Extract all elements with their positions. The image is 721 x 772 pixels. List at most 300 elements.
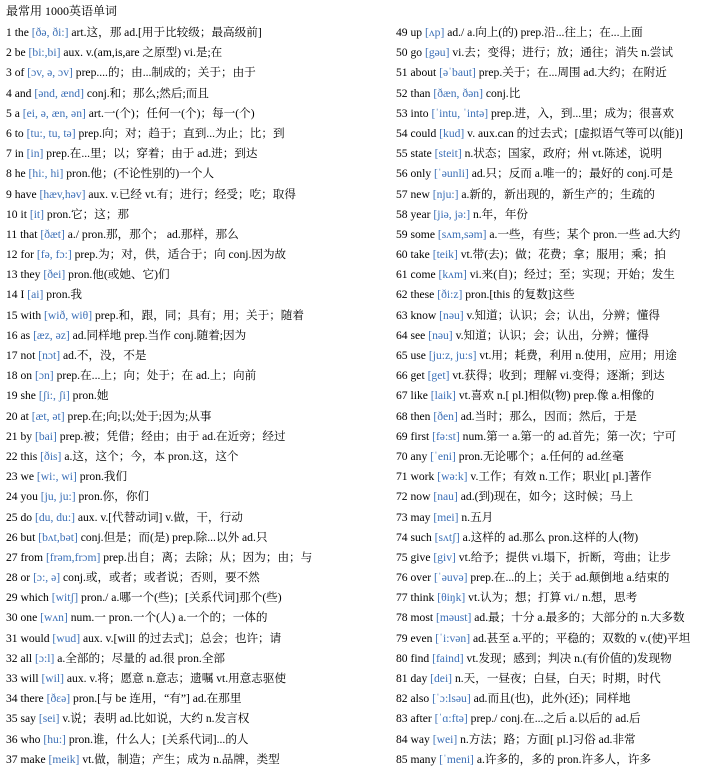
entry-number: 85 [396,752,411,766]
vocab-entry [396,608,718,628]
entry-word: even [410,631,436,645]
entry-phonetic: [get] [427,369,453,383]
entry-word: state [410,147,435,161]
entry-phonetic: [nɔt] [38,349,64,362]
entry-number: 64 [396,328,411,342]
entry-phonetic: [wið, wiθ] [44,308,95,322]
entry-phonetic: [kʌm] [438,268,470,282]
entry-number: 33 [6,672,21,685]
vocab-entry [6,366,346,386]
entry-number: 76 [396,571,411,585]
entry-word: take [410,248,433,262]
entry-phonetic: [nəu] [439,308,467,322]
entry-number: 14 [6,288,21,302]
entry-definition: vt.用；耗费，利用 n.使用，应用；用途 [479,349,677,362]
vocab-entry [6,326,346,346]
entry-number: 83 [396,712,411,726]
entry-phonetic: [faind] [432,651,467,665]
entry-number: 66 [396,369,411,383]
entry-word: may [410,510,434,524]
entry-definition: v.知道；认识；会；认出，分辨；懂得 [466,308,660,322]
entry-word: such [410,530,435,544]
entry-number: 21 [6,429,21,443]
entry-definition: pron.[this 的复数]这些 [465,288,575,302]
entry-definition: prep.在...上；向；处于；在 ad.上；向前 [56,369,257,383]
entry-definition: vt.给予；提供 vi.塌下，折断，弯曲；让步 [458,550,672,564]
entry-phonetic: [wei] [432,732,461,746]
entry-definition: prep./ conj.在...之后 a.以后的 ad.后 [470,712,641,726]
entry-number: 31 [6,631,21,645]
entry-phonetic: [ðis] [40,449,65,463]
entry-number: 35 [6,712,21,726]
entry-word: some [410,227,438,241]
entry-number: 19 [6,389,21,403]
entry-number: 32 [6,651,21,665]
vocab-entry [6,447,346,467]
entry-word: into [410,106,432,120]
entry-definition: n.方法；路；方面[ pl.]习俗 ad.非常 [460,732,636,746]
entry-definition: ad.而且(也)，此外(还)；同样地 [473,692,631,706]
entry-definition: v. aux.can 的过去式；[虚拟语气等可以(能)] [467,126,683,140]
entry-phonetic: [giv] [433,550,459,564]
vocab-entry [396,447,718,467]
entry-number: 1 [6,26,15,39]
entry-word: year [410,207,434,221]
entry-definition: vt.获得；收到；理解 vi.变得；逐渐；到达 [452,369,665,383]
vocab-entry [6,225,346,245]
entry-phonetic: [ˈɑ:ftə] [434,712,471,726]
entry-definition: prep....的；由...制成的；关于；由于 [75,66,256,80]
vocab-entry [6,528,346,548]
entry-phonetic: [ˈi:vən] [435,631,473,645]
vocab-entry [6,608,346,628]
vocab-entry [396,63,718,83]
entry-word: any [410,449,431,463]
entry-word: only [410,167,435,181]
entry-phonetic: [witʃ] [51,591,82,605]
entry-word: from [20,550,46,564]
vocab-entry [6,43,346,63]
vocab-entry [6,306,346,326]
entry-definition: pron.我 [46,288,83,302]
entry-definition: ad.(到)现在，如今；这时候；马上 [460,490,634,504]
entry-word: way [410,732,433,746]
entry-number: 65 [396,349,411,362]
entry-definition: n.五月 [461,510,494,524]
entry-definition: prep.向；对；趋于；直到...为止；比；到 [78,126,285,140]
entry-phonetic: [sʌm,səm] [437,227,490,241]
entry-number: 74 [396,530,411,544]
entry-phonetic: [wud] [52,631,83,645]
entry-phonetic: [tu:, tu, tə] [26,126,79,140]
entry-phonetic: [nau] [433,490,461,504]
entry-word: will [20,672,42,685]
entry-word: many [410,752,440,766]
vocab-entry [6,407,346,427]
vocab-entry [396,427,718,447]
entry-definition: art.一(个)；任何一(个)；每一(个) [88,106,255,120]
entry-definition: vi.去；变得；进行；放；通往；消失 n.尝试 [452,46,673,60]
entry-word: over [410,571,434,585]
entry-phonetic: [meik] [48,752,83,766]
entry-number: 57 [396,187,411,201]
entry-number: 67 [396,389,411,403]
vocab-entry [396,23,718,43]
entry-number: 75 [396,550,411,564]
entry-number: 60 [396,248,411,262]
vocab-entry [6,205,346,225]
entry-phonetic: [bai] [35,429,60,443]
entry-phonetic: [hu:] [43,732,69,746]
entry-number: 69 [396,429,411,443]
vocab-entry [396,730,718,750]
entry-word: know [410,308,440,322]
vocab-entry [396,164,718,184]
vocab-entry [396,366,718,386]
entry-phonetic: [ʃi:, ʃi] [38,389,73,403]
entry-word: all [20,651,35,665]
entry-word: these [410,288,438,302]
vocab-entry [6,124,346,144]
entry-number: 72 [396,490,411,504]
entry-phonetic: [fə, fɔ:] [36,248,75,262]
entry-number: 29 [6,591,21,605]
vocab-entry [6,23,346,43]
entry-phonetic: [ðæn, ðən] [433,86,486,100]
vocab-entry [6,649,346,669]
entry-number: 34 [6,692,21,706]
vocab-entry [396,548,718,568]
entry-word: with [20,308,45,322]
entry-word: and [14,86,35,100]
entry-definition: n.年，年份 [472,207,529,221]
entry-word: think [410,591,438,605]
entry-number: 53 [396,106,411,120]
entry-word: you [20,490,41,504]
entry-word: say [20,712,39,726]
entry-phonetic: [nəu] [428,328,456,342]
entry-phonetic: [ðei] [43,268,69,282]
entry-definition: pron.他；(不论性别的)一个人 [66,167,215,181]
entry-definition: prep.在;向;以;处于;因为;从事 [67,409,212,423]
entry-word: we [20,470,37,484]
vocab-entry [396,124,718,144]
entry-phonetic: [æz, əz] [33,328,73,342]
entry-word: a [14,106,23,120]
entry-number: 81 [396,672,411,685]
entry-definition: aux. v.[will 的过去式]；总会；也许；请 [82,631,282,645]
entry-phonetic: [steit] [434,147,465,161]
entry-definition: prep.和，跟，同；具有；用；关于；随着 [94,308,304,322]
entry-word: like [410,389,431,403]
vocab-entry [6,144,346,164]
entry-definition: prep.进，入，到...里；成为；很喜欢 [491,106,674,120]
vocab-entry [396,245,718,265]
entry-word: she [20,389,39,403]
vocab-entry [6,689,346,709]
entry-phonetic: [wə:k] [437,470,471,484]
entry-phonetic: [əˈbaut] [439,66,479,80]
entry-number: 37 [6,752,21,766]
vocab-entry [6,285,346,305]
entry-word: use [410,349,429,362]
entry-phonetic: [ei, ə, æn, ən] [22,106,89,120]
entry-definition: aux. v.[代替动词] v.做，干，行动 [77,510,243,524]
entry-phonetic: [frəm,frɔm] [45,550,104,564]
entry-definition: a.这样的 ad.那么 pron.这样的人(物) [462,530,639,544]
vocab-entry [6,669,346,689]
entry-phonetic: [hi:, hi] [28,167,67,181]
entry-phonetic: [ˈɔ:lsəu] [432,692,474,706]
vocab-entry [6,508,346,528]
entry-number: 8 [6,167,15,181]
entry-number: 58 [396,207,411,221]
vocab-entry [6,629,346,649]
entry-definition: a.许多的，多的 pron.许多人，许多 [476,752,652,766]
entry-definition: pron.她 [72,389,109,403]
vocab-entry [396,326,718,346]
entry-word: have [14,187,40,201]
entry-definition: v.工作；有效 n.工作；职业[ pl.]著作 [470,470,652,484]
entry-word: this [20,449,41,463]
entry-number: 5 [6,106,15,120]
entry-number: 13 [6,268,21,282]
vocab-entry [396,205,718,225]
entry-word: as [20,328,34,342]
entry-definition: v.知道；认识；会；认出，分辨；懂得 [455,328,650,342]
vocab-entry [396,588,718,608]
entry-definition: aux. v.(am,is,are 之原型) vi.是;在 [63,46,223,60]
entry-word: he [14,167,29,181]
entry-phonetic: [ðæt] [40,227,68,241]
entry-number: 24 [6,490,21,504]
vocab-entry [6,427,346,447]
entry-phonetic: [wil] [41,672,67,685]
entry-word: be [14,46,29,60]
entry-word: get [410,369,428,383]
entry-definition: a.全部的；尽量的 ad.很 pron.全部 [57,651,225,665]
entry-word: for [20,248,37,262]
entry-word: come [410,268,439,282]
entry-definition: vt.发现；感到；判决 n.(有价值的)发现物 [466,651,672,665]
vocab-entry [6,730,346,750]
entry-word: but [20,530,39,544]
entry-definition: v.说；表明 ad.比如说，大约 n.发言权 [62,712,250,726]
entry-word: first [410,429,433,443]
entry-definition: ad.不，没，不是 [63,349,147,362]
entry-number: 77 [396,591,411,605]
entry-phonetic: [ˈeni] [430,449,459,463]
entry-word: not [20,349,39,362]
entry-number: 16 [6,328,21,342]
vocab-entry [396,568,718,588]
entry-definition: vt.喜欢 n.[ pl.]相似(物) prep.像 a.相像的 [458,389,655,403]
entry-number: 3 [6,66,15,80]
entry-word: they [20,268,44,282]
entry-word: after [410,712,435,726]
entry-definition: n.状态；国家，政府；州 vt.陈述，说明 [464,147,663,161]
right-column [396,23,718,770]
entry-phonetic: [ðen] [433,409,461,423]
vocab-entry [6,164,346,184]
entry-number: 80 [396,651,411,665]
vocab-entry [6,245,346,265]
entry-definition: ad.只；反而 a.唯一的；最好的 conj.可是 [471,167,673,181]
entry-phonetic: [ˈmeni] [439,752,477,766]
entry-number: 63 [396,308,411,322]
entry-phonetic: [hæv,həv] [39,187,89,201]
entry-word: about [410,66,440,80]
entry-phonetic: [kud] [439,126,468,140]
entry-number: 61 [396,268,411,282]
entry-word: would [20,631,53,645]
entry-number: 25 [6,510,21,524]
entry-word: up [410,26,425,39]
entry-phonetic: [wʌn] [40,611,71,625]
entry-word: day [410,672,431,685]
entry-definition: pron.他(或她、它)们 [68,268,170,282]
vocab-entry [6,84,346,104]
vocab-entry [396,225,718,245]
entry-number: 28 [6,571,21,585]
entry-number: 22 [6,449,21,463]
entry-word: of [14,66,28,80]
entry-phonetic: [ai] [27,288,47,302]
entry-definition: a.一些，有些；某个 pron.一些 ad.大约 [489,227,681,241]
entry-phonetic: [teik] [432,248,461,262]
entry-word: see [410,328,429,342]
vocab-entry [396,386,718,406]
entry-number: 9 [6,187,15,201]
entry-word: find [410,651,433,665]
vocab-entry [396,528,718,548]
vocab-entry [396,185,718,205]
entry-definition: prep.为；对，供，适合于；向 conj.因为故 [74,248,287,262]
entry-word: I [20,288,28,302]
entry-word: go [410,46,425,60]
entry-definition: pron.[与 be 连用，“有”] ad.在那里 [73,692,242,706]
entry-word: or [20,571,34,585]
entry-phonetic: [ɔ:, ə] [33,571,63,585]
entry-number: 6 [6,126,15,140]
vocab-entry [396,43,718,63]
entry-definition: num.一 pron.一个(人) a.一个的；一体的 [70,611,268,625]
entry-definition: pron.无论哪个；a.任何的 ad.丝毫 [458,449,624,463]
vocab-entry [396,709,718,729]
entry-definition: ad.甚至 a.平的；平稳的；双数的 v.(使)平坦 [472,631,691,645]
entry-definition: aux. v.已经 vt.有；进行；经受；吃；取得 [88,187,296,201]
entry-definition: prep.关于；在...周围 ad.大约；在附近 [478,66,667,80]
vocab-entry [396,84,718,104]
entry-definition: vi.来(自)；经过；至；实现；开始；发生 [469,268,675,282]
vocab-entry [6,709,346,729]
entry-phonetic: [ɔv, ə, ɔv] [27,66,76,80]
entry-word: by [20,429,35,443]
entry-word: new [410,187,433,201]
entry-number: 84 [396,732,411,746]
entry-word: at [20,409,32,423]
entry-number: 52 [396,86,411,100]
entry-definition: num.第一 a.第一的 ad.首先；第一次；宁可 [462,429,677,443]
entry-phonetic: [ənd, ænd] [34,86,87,100]
entry-definition: a./ pron.那，那个； ad.那样，那么 [67,227,239,241]
entry-definition: prep.出自；离；去除；从；因为；由；与 [103,550,313,564]
entry-definition: n.天，一昼夜；白昼，白天；时期，时代 [454,672,661,685]
vocab-entry [6,265,346,285]
entry-phonetic: [ju, ju:] [40,490,79,504]
entry-phonetic: [sei] [38,712,63,726]
entry-definition: pron.你，你们 [78,490,150,504]
entry-phonetic: [ˈəuvə] [434,571,471,585]
entry-number: 7 [6,147,15,161]
vocab-entry [396,487,718,507]
vocab-entry [396,689,718,709]
entry-definition: ad.当时；那么，因而；然后，于是 [460,409,637,423]
entry-word: there [20,692,47,706]
entry-definition: pron.它；这；那 [46,207,130,221]
entry-number: 55 [396,147,411,161]
entry-word: could [410,126,440,140]
entry-number: 12 [6,248,21,262]
entry-number: 59 [396,227,411,241]
entry-phonetic: [ɔn] [35,369,57,383]
entry-number: 73 [396,510,411,524]
vocab-entry [6,588,346,608]
entry-number: 62 [396,288,411,302]
entry-number: 30 [6,611,21,625]
vocab-entry [6,750,346,770]
entry-word: the [14,26,32,39]
entry-number: 51 [396,66,411,80]
entry-definition: pron.我们 [79,470,128,484]
entry-phonetic: [ˈintu, ˈintə] [431,106,491,120]
entry-phonetic: [gəu] [425,46,453,60]
entry-phonetic: [ðεə] [46,692,74,706]
entry-number: 49 [396,26,411,39]
entry-definition: ad./ a.向上(的) prep.沿...往上；在...上面 [447,26,643,39]
entry-number: 4 [6,86,15,100]
entry-definition: conj.但是；而(是) prep.除...以外 ad.只 [80,530,268,544]
entry-definition: vt.认为；想；打算 vi./ n.想，思考 [468,591,638,605]
entry-word: it [20,207,30,221]
entry-word: give [410,550,434,564]
entry-phonetic: [ˈəunli] [434,167,472,181]
entry-definition: conj.和；那么;然后;而且 [86,86,209,100]
page-title: 最常用 1000英语单词 [6,4,118,18]
entry-word: then [410,409,434,423]
entry-word: who [20,732,44,746]
vocab-entry [6,487,346,507]
entry-phonetic: [ju:z, ju:s] [428,349,480,362]
entry-definition: vt.带(去)；做；花费；拿；服用；乘；拍 [460,248,666,262]
vocab-entry [396,306,718,326]
entry-phonetic: [ɔ:l] [35,651,58,665]
entry-word: in [14,147,27,161]
entry-word: make [20,752,49,766]
entry-definition: pron.谁，什么人；[关系代词]...的人 [68,732,249,746]
entry-definition: conj.或，或者；或者说；否则，要不然 [63,571,260,585]
entry-phonetic: [θiŋk] [437,591,469,605]
entry-number: 23 [6,470,21,484]
entry-number: 27 [6,550,21,564]
entry-number: 68 [396,409,411,423]
vocab-entry [6,386,346,406]
vocab-entry [396,104,718,124]
vocab-entry [6,548,346,568]
vocab-entry [396,467,718,487]
entry-definition: aux. v.将；愿意 n.意志；遗嘱 vt.用意志驱使 [66,672,287,685]
entry-number: 11 [6,227,21,241]
